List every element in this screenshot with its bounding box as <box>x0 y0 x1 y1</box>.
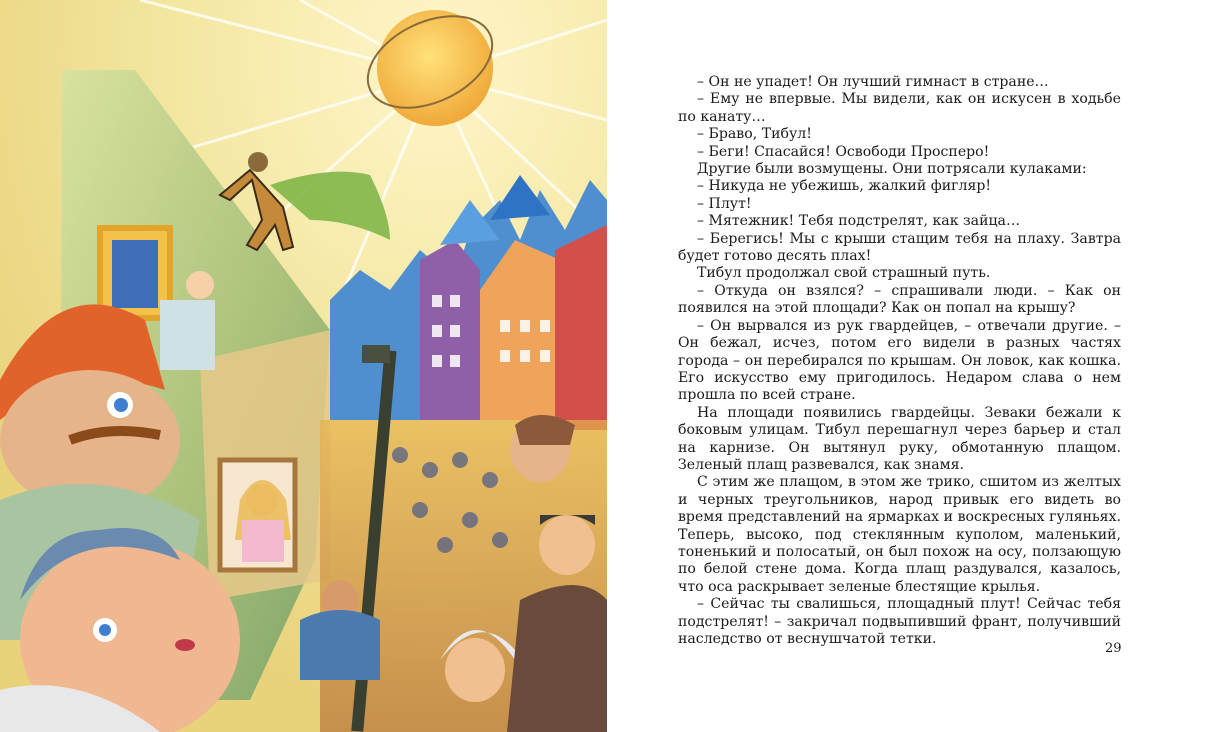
paragraph: – Плут! <box>697 195 752 212</box>
paragraph: – Мятежник! Тебя подстрелят, как зайца… <box>697 213 1021 230</box>
paragraph: – Откуда он взялся? – спрашивали люди. – Как он появился на этой площади? Как он попал на крышу? <box>678 282 1121 317</box>
paragraph: – Он вырвался из рук гвардейцев, – отвечали другие. – Он бежал, исчез, потом его видели в разных частях города – он перебирался по крышам. Он ловок, как кошка. Его искусство ему пригодилось. Недаром слава о нем прошла по всей стране. <box>678 317 1121 404</box>
paragraph: На площади появились гвардейцы. Зеваки бежали к боковым улицам. Тибул перешагнул через барьер и стал на карнизе. Он вытянул руку, обмотанную плащом. Зеленый плащ развевался, как знамя. <box>678 404 1121 473</box>
paragraph: С этим же плащом, в этом же трико, сшитом из желтых и черных треугольников, народ привык его видеть во время представлений на ярмарках и воскресных гуляньях. Теперь, высоко, под стеклянным куполом, маленький, тоненький и полосатый, он был похож на осу, ползающую по белой стене дома. Когда плащ раздувался, казалось, что оса раскрывает зеленые блестящие крылья. <box>678 474 1121 595</box>
paragraph: – Ему не впервые. Мы видели, как он искусен в ходьбе по канату… <box>678 91 1121 125</box>
sun <box>377 10 493 126</box>
paragraph: – Берегись! Мы с крыши стащим тебя на плаху. Завтра будет готово десять плах! <box>678 230 1121 265</box>
paragraph: Тибул продолжал свой страшный путь. <box>697 265 991 282</box>
paragraph: – Никуда не убежишь, жалкий фигляр! <box>697 178 992 195</box>
story-text <box>678 74 1121 648</box>
paragraph: – Беги! Спасайся! Освободи Просперо! <box>697 143 990 160</box>
paragraph: – Сейчас ты свалишься, площадный плут! Сейчас тебя подстрелят! – закричал подвыпивший франт, получивший наследство от веснушчатой тетки. <box>678 596 1121 647</box>
paragraph: – Он не упадет! Он лучший гимнаст в стране… <box>697 74 1049 90</box>
text-page <box>607 0 1214 732</box>
paragraph: Другие были возмущены. Они потрясали кулаками: <box>697 161 1087 178</box>
page-number: 29 <box>1105 641 1122 656</box>
paragraph: – Браво, Тибул! <box>697 126 812 143</box>
